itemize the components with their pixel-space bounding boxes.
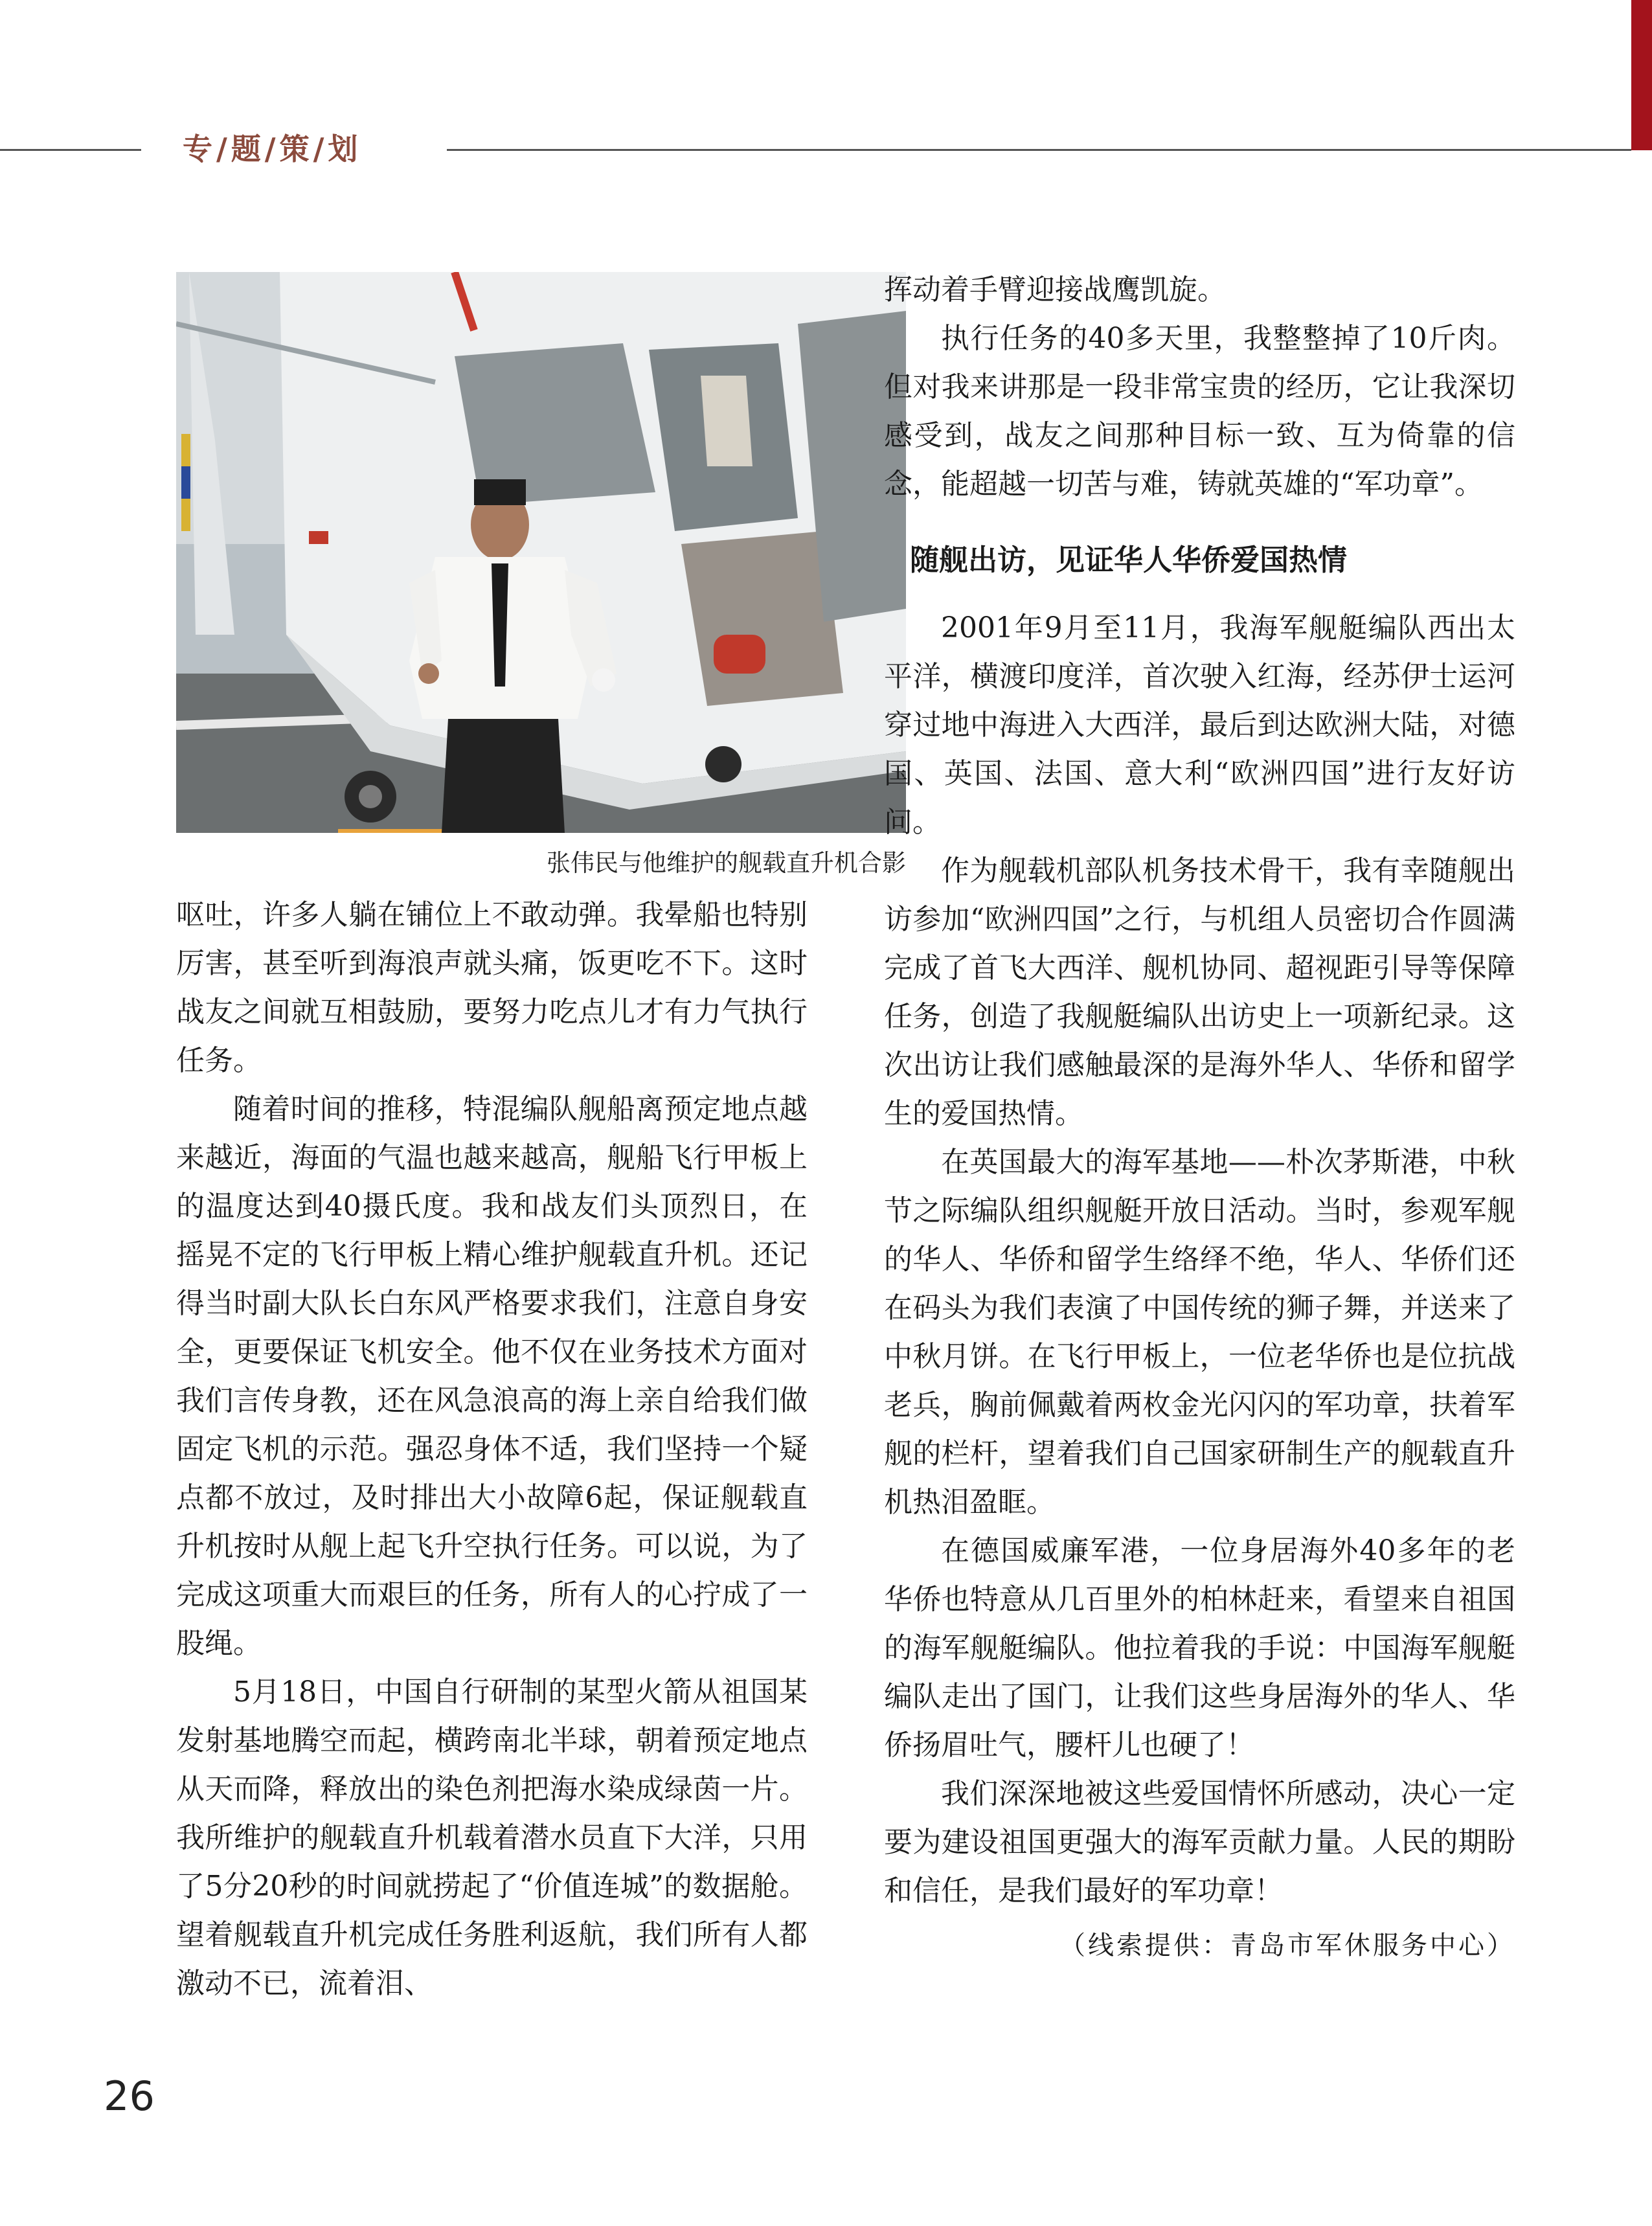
body-paragraph: 呕吐，许多人躺在铺位上不敢动弹。我晕船也特别厉害，甚至听到海浪声就头痛，饭更吃不下。这时战友之间就互相鼓励，要努力吃点儿才有力气执行任务。: [176, 898, 808, 1077]
body-paragraph: 执行任务的40多天里，我整整掉了10斤肉。但对我来讲那是一段非常宝贵的经历，它让我深切感受到，战友之间那种目标一致、互为倚靠的信念，能超越一切苦与难，铸就英雄的“军功章”。: [884, 322, 1515, 501]
body-paragraph: 挥动着手臂迎接战鹰凯旋。: [884, 273, 1226, 306]
left-column: [176, 891, 808, 2008]
body-paragraph: 2001年9月至11月，我海军舰艇编队西出太平洋，横渡印度洋，首次驶入红海，经苏伊士运河穿过地中海进入大西洋，最后到达欧洲大陆，对德国、英国、法国、意大利“欧洲四国”进行友好访问。: [884, 611, 1515, 839]
body-paragraph: 作为舰载机部队机务技术骨干，我有幸随舰出访参加“欧洲四国”之行，与机组人员密切合作圆满完成了首飞大西洋、舰机协同、超视距引导等保障任务，创造了我舰艇编队出访史上一项新纪录。这次出访让我们感触最深的是海外华人、华侨和留学生的爱国热情。: [884, 854, 1515, 1130]
source-credit: （线索提供：青岛市军休服务中心）: [1059, 1931, 1515, 1960]
body-paragraph: 在德国威廉军港，一位身居海外40多年的老华侨也特意从几百里外的柏林赶来，看望来自祖国的海军舰艇编队。他拉着我的手说：中国海军舰艇编队走出了国门，让我们这些身居海外的华人、华侨扬眉吐气，腰杆儿也硬了！: [884, 1534, 1515, 1762]
body-paragraph: 随着时间的推移，特混编队舰船离预定地点越来越近，海面的气温也越来越高，舰船飞行甲板上的温度达到40摄氏度。我和战友们头顶烈日，在摇晃不定的飞行甲板上精心维护舰载直升机。还记得当时副大队长白东风严格要求我们，注意自身安全，更要保证飞机安全。他不仅在业务技术方面对我们言传身教，还在风急浪高的海上亲自给我们做固定飞机的示范。强忍身体不适，我们坚持一个疑点都不放过，及时排出大小故障6起，保证舰载直升机按时从舰上起飞升空执行任务。可以说，为了完成这项重大而艰巨的任务，所有人的心拧成了一股绳。: [176, 1093, 808, 1660]
right-column: [884, 266, 1515, 1970]
photo-caption: 张伟民与他维护的舰载直升机合影: [547, 849, 906, 877]
helicopter-photo: [176, 272, 906, 833]
header-rule-left: [0, 149, 141, 151]
body-paragraph: 在英国最大的海军基地——朴次茅斯港，中秋节之际编队组织舰艇开放日活动。当时，参观军舰的华人、华侨和留学生络绎不绝，华人、华侨们还在码头为我们表演了中国传统的狮子舞，并送来了中秋月饼。在飞行甲板上，一位老华侨也是位抗战老兵，胸前佩戴着两枚金光闪闪的军功章，扶着军舰的栏杆，望着我们自己国家研制生产的舰载直升机热泪盈眶。: [884, 1146, 1515, 1519]
body-paragraph: 5月18日，中国自行研制的某型火箭从祖国某发射基地腾空而起，横跨南北半球，朝着预定地点从天而降，释放出的染色剂把海水染成绿茵一片。我所维护的舰载直升机载着潜水员直下大洋，只用了5分20秒的时间就捞起了“价值连城”的数据舱。望着舰载直升机完成任务胜利返航，我们所有人都激动不已，流着泪、: [176, 1675, 808, 2000]
section-subheading: 随舰出访，见证华人华侨爱国热情: [910, 543, 1348, 577]
section-tag: 专/题/策/划: [183, 131, 362, 166]
header-rule-right: [447, 149, 1631, 151]
corner-accent-bar: [1631, 0, 1652, 150]
body-paragraph: 我们深深地被这些爱国情怀所感动，决心一定要为建设祖国更强大的海军贡献力量。人民的期盼和信任，是我们最好的军功章！: [884, 1777, 1515, 1907]
page-number: 26: [104, 2073, 155, 2120]
photo-illustration: [176, 272, 906, 833]
